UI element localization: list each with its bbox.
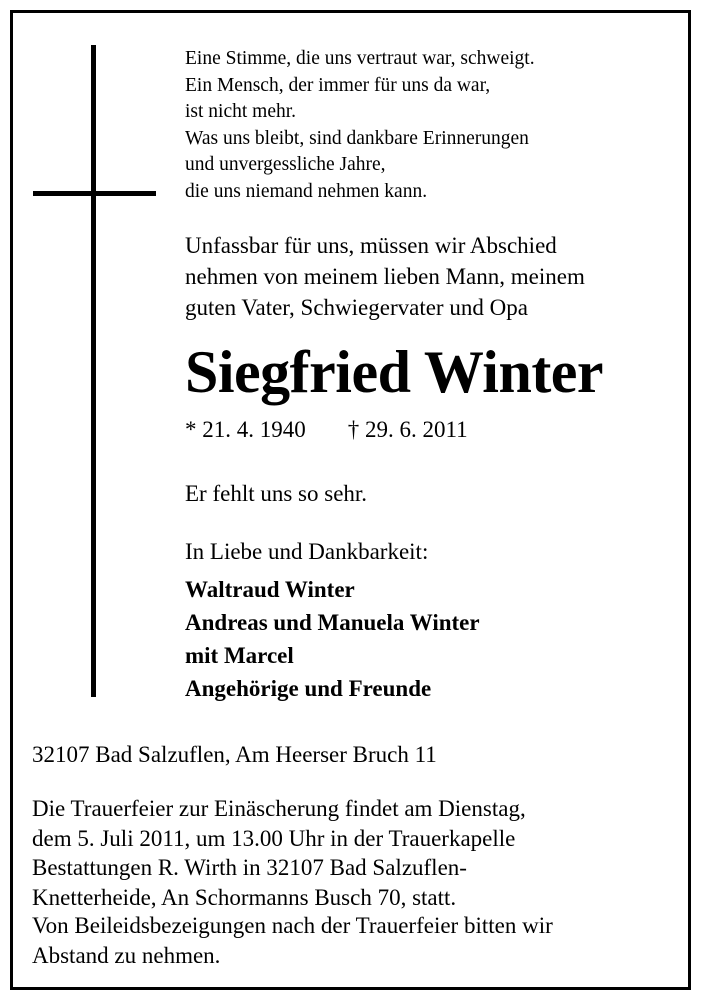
condolence-line: Abstand zu nehmen. (32, 942, 221, 968)
poem (185, 46, 535, 205)
intro-line: nehmen von meinem lieben Mann, meinem (185, 264, 585, 289)
condolence-line: Von Beileidsbezeigungen nach der Trauerfeier bitten wir (32, 913, 553, 938)
survivor-name: Angehörige und Freunde (185, 676, 432, 701)
life-dates (185, 415, 468, 445)
poem-line: Eine Stimme, die uns vertraut war, schweigt. (185, 48, 535, 69)
poem-line: und unvergessliche Jahre, (185, 154, 386, 175)
intro-text (185, 230, 585, 323)
cross-icon-horizontal-bar (33, 191, 156, 196)
ceremony-line: Bestattungen R. Wirth in 32107 Bad Salzuflen- (32, 855, 467, 880)
thanks-line: In Liebe und Dankbarkeit: (185, 539, 429, 564)
ceremony-info (32, 794, 526, 912)
poem-line: ist nicht mehr. (185, 101, 297, 122)
poem-line: Was uns bleibt, sind dankbare Erinnerungen (185, 127, 529, 149)
survivors-list (185, 573, 480, 705)
ceremony-line: Knetterheide, An Schormanns Busch 70, statt. (32, 884, 457, 910)
ceremony-line: Die Trauerfeier zur Einäscherung findet am Dienstag, (32, 796, 526, 821)
survivor-name: Waltraud Winter (185, 577, 355, 602)
poem-line: Ein Mensch, der immer für uns da war, (185, 74, 491, 96)
intro-line: guten Vater, Schwiegervater und Opa (185, 295, 528, 320)
condolence-note (32, 911, 553, 970)
death-date: † 29. 6. 2011 (347, 417, 468, 442)
cross-icon-vertical-bar (91, 45, 96, 697)
family-address: 32107 Bad Salzuflen, Am Heerser Bruch 11 (32, 742, 437, 767)
quote-line: Er fehlt uns so sehr. (185, 481, 368, 506)
birth-date: * 21. 4. 1940 (185, 417, 306, 442)
poem-line: die uns niemand nehmen kann. (185, 180, 428, 202)
ceremony-line: dem 5. Juli 2011, um 13.00 Uhr in der Trauerkapelle (32, 825, 516, 851)
intro-line: Unfassbar für uns, müssen wir Abschied (185, 233, 557, 258)
survivor-name: mit Marcel (185, 643, 294, 668)
survivor-name: Andreas und Manuela Winter (185, 610, 480, 635)
deceased-name: Siegfried Winter (185, 339, 604, 405)
